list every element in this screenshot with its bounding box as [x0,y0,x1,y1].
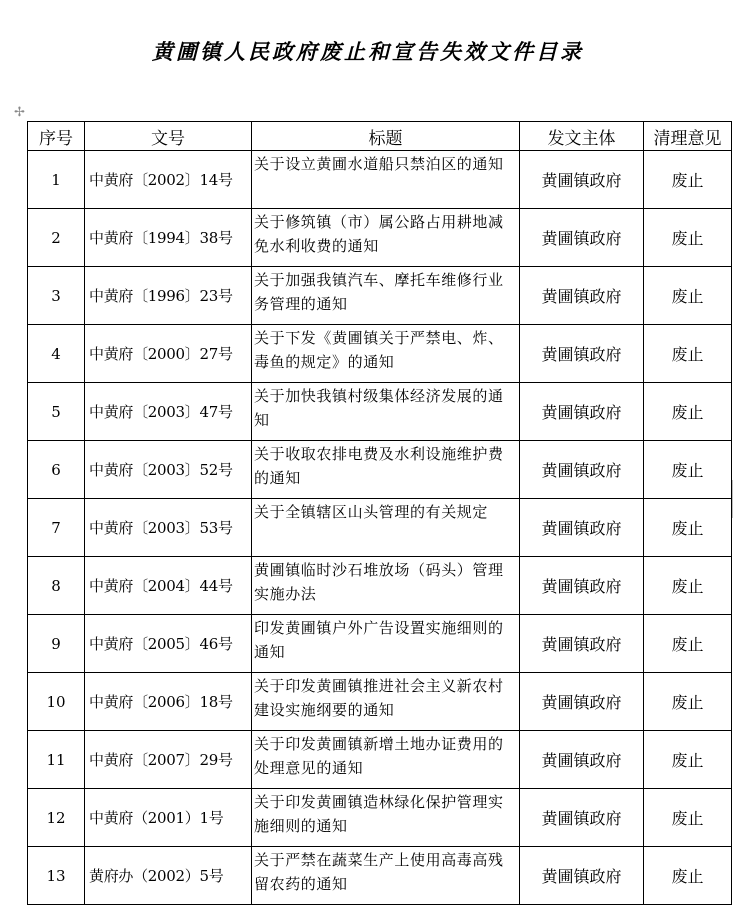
header-no: 序号 [28,122,85,151]
document-title: 黄圃镇人民政府废止和宣告失效文件目录 [152,39,584,64]
row-doc-number: 中黄府〔2006〕18号 [85,673,252,731]
row-doc-number: 中黄府〔2003〕47号 [85,383,252,441]
document-table [27,121,732,905]
table-row [28,325,732,383]
row-doc-number: 中黄府〔1996〕23号 [85,267,252,325]
table-row [28,267,732,325]
row-number: 13 [28,847,85,905]
table-move-handle-icon[interactable]: ✢ [14,105,25,120]
row-issuer: 黄圃镇政府 [520,267,644,325]
row-number: 3 [28,267,85,325]
row-title: 关于修筑镇（市）属公路占用耕地减免水利收费的通知 [252,209,520,267]
table-row [28,383,732,441]
row-opinion: 废止 [644,267,732,325]
row-title: 关于印发黄圃镇推进社会主义新农村建设实施纲要的通知 [252,673,520,731]
table-row [28,789,732,847]
row-issuer: 黄圃镇政府 [520,731,644,789]
row-title: 关于加强我镇汽车、摩托车维修行业务管理的通知 [252,267,520,325]
row-number: 4 [28,325,85,383]
header-opinion: 清理意见 [644,122,732,151]
row-opinion: 废止 [644,209,732,267]
row-opinion: 废止 [644,499,732,557]
row-title: 关于全镇辖区山头管理的有关规定 [252,499,520,557]
row-opinion: 废止 [644,673,732,731]
row-doc-number: 中黄府〔2000〕27号 [85,325,252,383]
row-doc-number: 黄府办（2002）5号 [85,847,252,905]
row-title: 关于印发黄圃镇造林绿化保护管理实施细则的通知 [252,789,520,847]
row-title: 关于严禁在蔬菜生产上使用高毒高残留农药的通知 [252,847,520,905]
table-row [28,499,732,557]
row-number: 5 [28,383,85,441]
row-opinion: 废止 [644,325,732,383]
row-number: 8 [28,557,85,615]
table-row [28,151,732,209]
row-number: 11 [28,731,85,789]
table-row [28,673,732,731]
row-title: 印发黄圃镇户外广告设置实施细则的通知 [252,615,520,673]
row-issuer: 黄圃镇政府 [520,209,644,267]
row-number: 7 [28,499,85,557]
row-doc-number: 中黄府〔2003〕53号 [85,499,252,557]
row-number: 6 [28,441,85,499]
header-issuer: 发文主体 [520,122,644,151]
row-doc-number: 中黄府〔2007〕29号 [85,731,252,789]
row-opinion: 废止 [644,383,732,441]
table-row [28,557,732,615]
table-row [28,441,732,499]
row-doc-number: 中黄府（2001）1号 [85,789,252,847]
row-number: 9 [28,615,85,673]
header-title: 标题 [252,122,520,151]
header-doc: 文号 [85,122,252,151]
row-doc-number: 中黄府〔1994〕38号 [85,209,252,267]
row-title: 关于印发黄圃镇新增土地办证费用的处理意见的通知 [252,731,520,789]
row-doc-number: 中黄府〔2002〕14号 [85,151,252,209]
table-row [28,209,732,267]
table-row [28,615,732,673]
row-opinion: 废止 [644,557,732,615]
row-number: 1 [28,151,85,209]
row-issuer: 黄圃镇政府 [520,673,644,731]
row-opinion: 废止 [644,731,732,789]
row-opinion: 废止 [644,615,732,673]
row-issuer: 黄圃镇政府 [520,441,644,499]
table-header-row [28,122,732,151]
table-row [28,847,732,905]
row-title: 关于设立黄圃水道船只禁泊区的通知 [252,151,520,209]
row-opinion: 废止 [644,789,732,847]
row-title: 关于下发《黄圃镇关于严禁电、炸、毒鱼的规定》的通知 [252,325,520,383]
row-number: 2 [28,209,85,267]
row-opinion: 废止 [644,441,732,499]
row-issuer: 黄圃镇政府 [520,151,644,209]
row-title: 关于加快我镇村级集体经济发展的通知 [252,383,520,441]
row-title: 关于收取农排电费及水利设施维护费的通知 [252,441,520,499]
row-issuer: 黄圃镇政府 [520,383,644,441]
row-title: 黄圃镇临时沙石堆放场（码头）管理实施办法 [252,557,520,615]
row-issuer: 黄圃镇政府 [520,615,644,673]
table-body [28,151,732,905]
table-row [28,731,732,789]
row-issuer: 黄圃镇政府 [520,325,644,383]
row-issuer: 黄圃镇政府 [520,847,644,905]
row-issuer: 黄圃镇政府 [520,557,644,615]
row-doc-number: 中黄府〔2005〕46号 [85,615,252,673]
row-number: 10 [28,673,85,731]
row-issuer: 黄圃镇政府 [520,499,644,557]
row-doc-number: 中黄府〔2003〕52号 [85,441,252,499]
row-doc-number: 中黄府〔2004〕44号 [85,557,252,615]
row-number: 12 [28,789,85,847]
row-issuer: 黄圃镇政府 [520,789,644,847]
row-opinion: 废止 [644,847,732,905]
row-opinion: 废止 [644,151,732,209]
